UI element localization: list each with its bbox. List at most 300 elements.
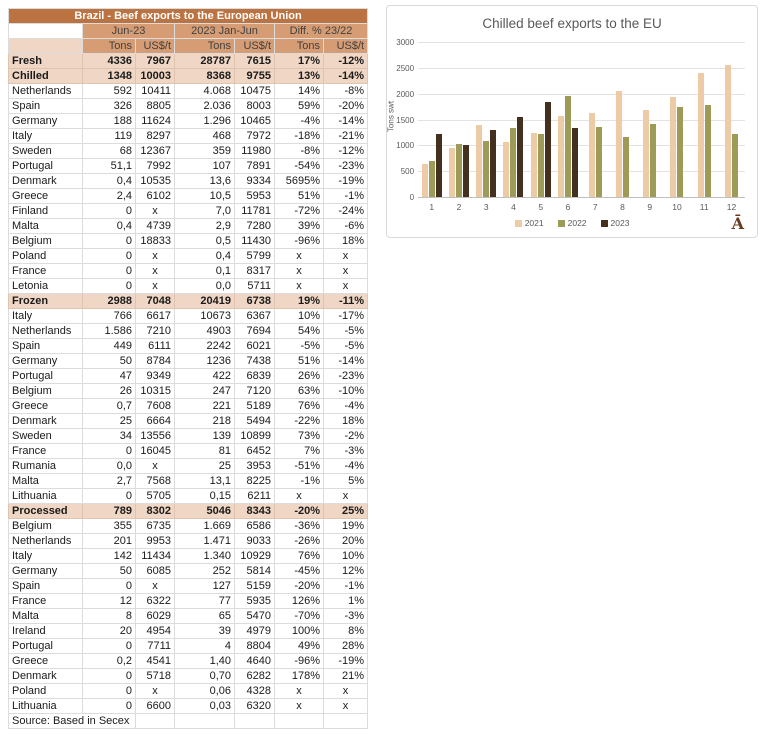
cell: 6738: [235, 294, 275, 309]
table-title: Brazil - Beef exports to the European Union: [9, 9, 368, 24]
table-row: [9, 99, 368, 114]
column-subheader-row: [9, 39, 368, 54]
bar-2021: [531, 133, 537, 198]
cell: 139: [175, 429, 235, 444]
cell: -20%: [275, 504, 324, 519]
cell: 1.669: [175, 519, 235, 534]
cell: 6102: [136, 189, 175, 204]
cell: 10%: [275, 309, 324, 324]
cell: 13%: [275, 69, 324, 84]
cell: 6617: [136, 309, 175, 324]
cell: 4541: [136, 654, 175, 669]
table-row: [9, 519, 368, 534]
row-label: Italy: [9, 549, 83, 564]
cell: 51%: [275, 189, 324, 204]
bar-2021: [503, 142, 509, 198]
cell: 10,5: [175, 189, 235, 204]
cell: -96%: [275, 654, 324, 669]
cell: 7711: [136, 639, 175, 654]
subheader-usdt-3: US$/t: [324, 39, 368, 54]
cell: x: [275, 684, 324, 699]
bar-2022: [565, 96, 571, 198]
x-axis-line: [418, 197, 745, 198]
bar-group: [691, 43, 718, 198]
row-label: Belgium: [9, 384, 83, 399]
bar-2022: [677, 107, 683, 198]
cell: 5470: [235, 609, 275, 624]
x-tick-label: 4: [511, 202, 516, 212]
cell: x: [275, 249, 324, 264]
cell: 0: [83, 234, 136, 249]
source-row: [9, 714, 368, 729]
table-row: [9, 54, 368, 69]
cell: 2242: [175, 339, 235, 354]
cell: 0,2: [83, 654, 136, 669]
cell: 6021: [235, 339, 275, 354]
cell: 0,4: [83, 219, 136, 234]
cell: -19%: [324, 654, 368, 669]
table-row: [9, 69, 368, 84]
cell: x: [136, 204, 175, 219]
cell: 7048: [136, 294, 175, 309]
cell: 20419: [175, 294, 235, 309]
bar-2022: [623, 137, 629, 198]
cell: 19%: [275, 294, 324, 309]
cell: 54%: [275, 324, 324, 339]
cell: 21%: [324, 669, 368, 684]
cell: 5718: [136, 669, 175, 684]
cell: 0: [83, 669, 136, 684]
cell: 25: [175, 459, 235, 474]
bar-group: [582, 43, 609, 198]
bar-2021: [449, 148, 455, 198]
cell: 1236: [175, 354, 235, 369]
table-row: [9, 279, 368, 294]
row-label: Portugal: [9, 369, 83, 384]
legend-swatch: [601, 220, 608, 227]
cell: x: [324, 699, 368, 714]
cell: x: [136, 579, 175, 594]
cell: 2988: [83, 294, 136, 309]
bar-group: [500, 43, 527, 198]
bar-2022: [456, 144, 462, 198]
chart-legend: [387, 218, 757, 228]
legend-item-2021: [515, 218, 544, 228]
x-tick-label: 1: [429, 202, 435, 212]
table-row: [9, 549, 368, 564]
row-label: Poland: [9, 684, 83, 699]
cell: 25%: [324, 504, 368, 519]
cell: 0: [83, 444, 136, 459]
cell: x: [136, 264, 175, 279]
table-row: [9, 579, 368, 594]
row-label: Netherlands: [9, 534, 83, 549]
cell: -20%: [275, 579, 324, 594]
cell: -4%: [275, 114, 324, 129]
y-tick-label: 1000: [396, 141, 415, 151]
cell: 0: [83, 489, 136, 504]
bar-group: [636, 43, 663, 198]
cell: 7%: [275, 444, 324, 459]
cell: 221: [175, 399, 235, 414]
bar-2023: [490, 130, 496, 198]
cell: -4%: [324, 399, 368, 414]
cell: 8003: [235, 99, 275, 114]
row-label: Spain: [9, 99, 83, 114]
x-tick-label: 12: [726, 202, 737, 212]
cell: 8225: [235, 474, 275, 489]
chart-title: Chilled beef exports to the EU: [482, 16, 662, 31]
cell: 9755: [235, 69, 275, 84]
cell: -23%: [324, 369, 368, 384]
cell: 2,9: [175, 219, 235, 234]
cell: 4.068: [175, 84, 235, 99]
cell: 4: [175, 639, 235, 654]
cell: 5159: [235, 579, 275, 594]
cell: 47: [83, 369, 136, 384]
bar-2023: [572, 128, 578, 198]
cell: x: [136, 459, 175, 474]
table-row: [9, 144, 368, 159]
cell: 2.036: [175, 99, 235, 114]
cell: 7,0: [175, 204, 235, 219]
cell-empty: [324, 714, 368, 729]
cell: 5799: [235, 249, 275, 264]
cell: 8%: [324, 624, 368, 639]
y-axis-label: Tons swt: [386, 100, 396, 133]
legend-swatch: [558, 220, 565, 227]
cell: -1%: [324, 579, 368, 594]
column-group-janjun: 2023 Jan-Jun: [175, 24, 275, 39]
row-label: Poland: [9, 249, 83, 264]
cell: 0,4: [175, 249, 235, 264]
cell: 2,7: [83, 474, 136, 489]
cell: 51,1: [83, 159, 136, 174]
bar-2021: [725, 65, 731, 198]
cell: 252: [175, 564, 235, 579]
cell: 28%: [324, 639, 368, 654]
bar-2021: [643, 110, 649, 198]
plot-area: [396, 38, 745, 202]
cell: 127: [175, 579, 235, 594]
table-row: [9, 129, 368, 144]
table-row: [9, 399, 368, 414]
cell: -22%: [275, 414, 324, 429]
cell: 28787: [175, 54, 235, 69]
bar-2021: [422, 164, 428, 198]
cell: 26: [83, 384, 136, 399]
cell: 6735: [136, 519, 175, 534]
cell: -8%: [324, 84, 368, 99]
cell: 4328: [235, 684, 275, 699]
source-note: Source: Based in Secex: [9, 714, 136, 729]
cell: 422: [175, 369, 235, 384]
cell: 0,5: [175, 234, 235, 249]
bar-2022: [429, 161, 435, 198]
table-row: [9, 459, 368, 474]
cell: 7438: [235, 354, 275, 369]
row-label: Greece: [9, 189, 83, 204]
bar-2022: [538, 134, 544, 198]
cell: 11430: [235, 234, 275, 249]
table-row: [9, 219, 368, 234]
table-row: [9, 684, 368, 699]
cell: 12367: [136, 144, 175, 159]
cell: 0: [83, 699, 136, 714]
cell: 76%: [275, 399, 324, 414]
cell: 218: [175, 414, 235, 429]
row-label: France: [9, 264, 83, 279]
table-row: [9, 339, 368, 354]
cell: 1.340: [175, 549, 235, 564]
table-row: [9, 669, 368, 684]
row-label: Finland: [9, 204, 83, 219]
cell: 6320: [235, 699, 275, 714]
cell: 6586: [235, 519, 275, 534]
subheader-tons-3: Tons: [275, 39, 324, 54]
table-row: [9, 159, 368, 174]
bar-group: [609, 43, 636, 198]
cell: -96%: [275, 234, 324, 249]
table-row: [9, 309, 368, 324]
cell: 11781: [235, 204, 275, 219]
cell: 0,06: [175, 684, 235, 699]
cell: x: [136, 249, 175, 264]
cell: 8368: [175, 69, 235, 84]
chilled-exports-chart: [386, 5, 758, 238]
cell: -23%: [324, 159, 368, 174]
cell: 7967: [136, 54, 175, 69]
x-tick-label: 5: [538, 202, 544, 212]
subheader-usdt-2: US$/t: [235, 39, 275, 54]
cell: x: [136, 684, 175, 699]
cell: -54%: [275, 159, 324, 174]
row-label: Germany: [9, 564, 83, 579]
subheader-blank-cell: [9, 39, 83, 54]
bar-group: [527, 43, 554, 198]
row-label: Belgium: [9, 234, 83, 249]
bar-group: [554, 43, 581, 198]
cell: 188: [83, 114, 136, 129]
cell: -4%: [324, 459, 368, 474]
cell: 355: [83, 519, 136, 534]
bar-2022: [596, 127, 602, 198]
cell: 4903: [175, 324, 235, 339]
cell: -1%: [324, 189, 368, 204]
x-tick-label: 10: [672, 202, 682, 212]
row-label: Malta: [9, 609, 83, 624]
y-tick-label: 3000: [396, 38, 415, 47]
cell: 0: [83, 639, 136, 654]
row-label: Spain: [9, 339, 83, 354]
cell: 76%: [275, 549, 324, 564]
table-body: [9, 54, 368, 714]
cell: 7694: [235, 324, 275, 339]
cell: 10411: [136, 84, 175, 99]
bar-2021: [670, 97, 676, 198]
cell: 7891: [235, 159, 275, 174]
cell: x: [275, 279, 324, 294]
row-label: Spain: [9, 579, 83, 594]
cell: 8343: [235, 504, 275, 519]
cell: 8317: [235, 264, 275, 279]
cell: -1%: [275, 474, 324, 489]
cell: -5%: [275, 339, 324, 354]
bar-2022: [650, 124, 656, 198]
row-label: Letonia: [9, 279, 83, 294]
cell: x: [324, 264, 368, 279]
cell: 0: [83, 204, 136, 219]
cell: -14%: [324, 114, 368, 129]
table-row: [9, 354, 368, 369]
cell: 6839: [235, 369, 275, 384]
cell: -51%: [275, 459, 324, 474]
cell: 6367: [235, 309, 275, 324]
row-label: Denmark: [9, 414, 83, 429]
cell: 0,03: [175, 699, 235, 714]
cell: 7210: [136, 324, 175, 339]
cell: -3%: [324, 444, 368, 459]
cell: 4336: [83, 54, 136, 69]
cell: x: [275, 699, 324, 714]
cell: 13,1: [175, 474, 235, 489]
cell: 7608: [136, 399, 175, 414]
cell: 100%: [275, 624, 324, 639]
cell: 326: [83, 99, 136, 114]
cell: 7972: [235, 129, 275, 144]
cell: 65: [175, 609, 235, 624]
corner-blank-cell: [9, 24, 83, 39]
cell: -11%: [324, 294, 368, 309]
cell: 247: [175, 384, 235, 399]
cell: 5494: [235, 414, 275, 429]
cell: 59%: [275, 99, 324, 114]
cell: 10929: [235, 549, 275, 564]
cell: -3%: [324, 609, 368, 624]
table-row: [9, 114, 368, 129]
exports-table-wrap: [8, 8, 368, 729]
x-tick-label: 2: [456, 202, 462, 212]
table-row: [9, 204, 368, 219]
cell: 10535: [136, 174, 175, 189]
bar-2021: [476, 125, 482, 198]
row-label: Lithuania: [9, 489, 83, 504]
cell: 0,0: [83, 459, 136, 474]
subheader-tons-1: Tons: [83, 39, 136, 54]
cell-empty: [275, 714, 324, 729]
table-row: [9, 369, 368, 384]
bar-2023: [517, 117, 523, 198]
y-tick-label: 500: [400, 167, 415, 177]
cell: 8302: [136, 504, 175, 519]
cell: 10673: [175, 309, 235, 324]
cell: -12%: [324, 54, 368, 69]
row-label: Greece: [9, 399, 83, 414]
table-row: [9, 234, 368, 249]
cell: x: [275, 489, 324, 504]
row-label: France: [9, 444, 83, 459]
cell: 0: [83, 249, 136, 264]
cell: 8804: [235, 639, 275, 654]
row-label: Lithuania: [9, 699, 83, 714]
x-tick-label: 11: [699, 202, 709, 212]
bar-2021: [589, 113, 595, 198]
table-row: [9, 624, 368, 639]
cell: 0,15: [175, 489, 235, 504]
bar-2023: [463, 145, 469, 198]
table-row: [9, 594, 368, 609]
x-tick-label: 6: [565, 202, 571, 212]
cell: 17%: [275, 54, 324, 69]
cell: 1.586: [83, 324, 136, 339]
cell-empty: [235, 714, 275, 729]
cell: 5%: [324, 474, 368, 489]
cell: 6029: [136, 609, 175, 624]
cell: 0,70: [175, 669, 235, 684]
bar-2022: [510, 128, 516, 198]
bar-2023: [436, 134, 442, 198]
cell: 468: [175, 129, 235, 144]
cell: 50: [83, 564, 136, 579]
cell: 5046: [175, 504, 235, 519]
cell: -8%: [275, 144, 324, 159]
row-label: Frozen: [9, 294, 83, 309]
cell: 766: [83, 309, 136, 324]
row-label: Processed: [9, 504, 83, 519]
cell: -20%: [324, 99, 368, 114]
cell: 5705: [136, 489, 175, 504]
cell: 39: [175, 624, 235, 639]
cell: 10003: [136, 69, 175, 84]
cell: 20%: [324, 534, 368, 549]
cell: 5695%: [275, 174, 324, 189]
row-label: Belgium: [9, 519, 83, 534]
cell: -45%: [275, 564, 324, 579]
cell: 73%: [275, 429, 324, 444]
cell: x: [324, 684, 368, 699]
cell: 0,0: [175, 279, 235, 294]
row-label: Germany: [9, 354, 83, 369]
row-label: Germany: [9, 114, 83, 129]
cell-empty: [175, 714, 235, 729]
x-tick-label: 8: [620, 202, 625, 212]
bar-group: [663, 43, 690, 198]
exports-table: [8, 8, 368, 729]
cell: 5935: [235, 594, 275, 609]
column-group-diff: Diff. % 23/22: [275, 24, 368, 39]
corner-glyph: Ā: [731, 214, 745, 233]
cell: 10%: [324, 549, 368, 564]
cell: 8805: [136, 99, 175, 114]
cell: -18%: [275, 129, 324, 144]
row-label: France: [9, 594, 83, 609]
row-label: Portugal: [9, 159, 83, 174]
row-label: Greece: [9, 654, 83, 669]
cell: 34: [83, 429, 136, 444]
cell: 5953: [235, 189, 275, 204]
cell: 1,40: [175, 654, 235, 669]
legend-label: 2021: [524, 218, 544, 228]
cell: 63%: [275, 384, 324, 399]
row-label: Sweden: [9, 429, 83, 444]
cell: 8784: [136, 354, 175, 369]
cell: 10899: [235, 429, 275, 444]
cell: 126%: [275, 594, 324, 609]
column-group-jun23: Jun-23: [83, 24, 175, 39]
cell: 10465: [235, 114, 275, 129]
cell: 0: [83, 579, 136, 594]
x-tick-label: 9: [647, 202, 653, 212]
